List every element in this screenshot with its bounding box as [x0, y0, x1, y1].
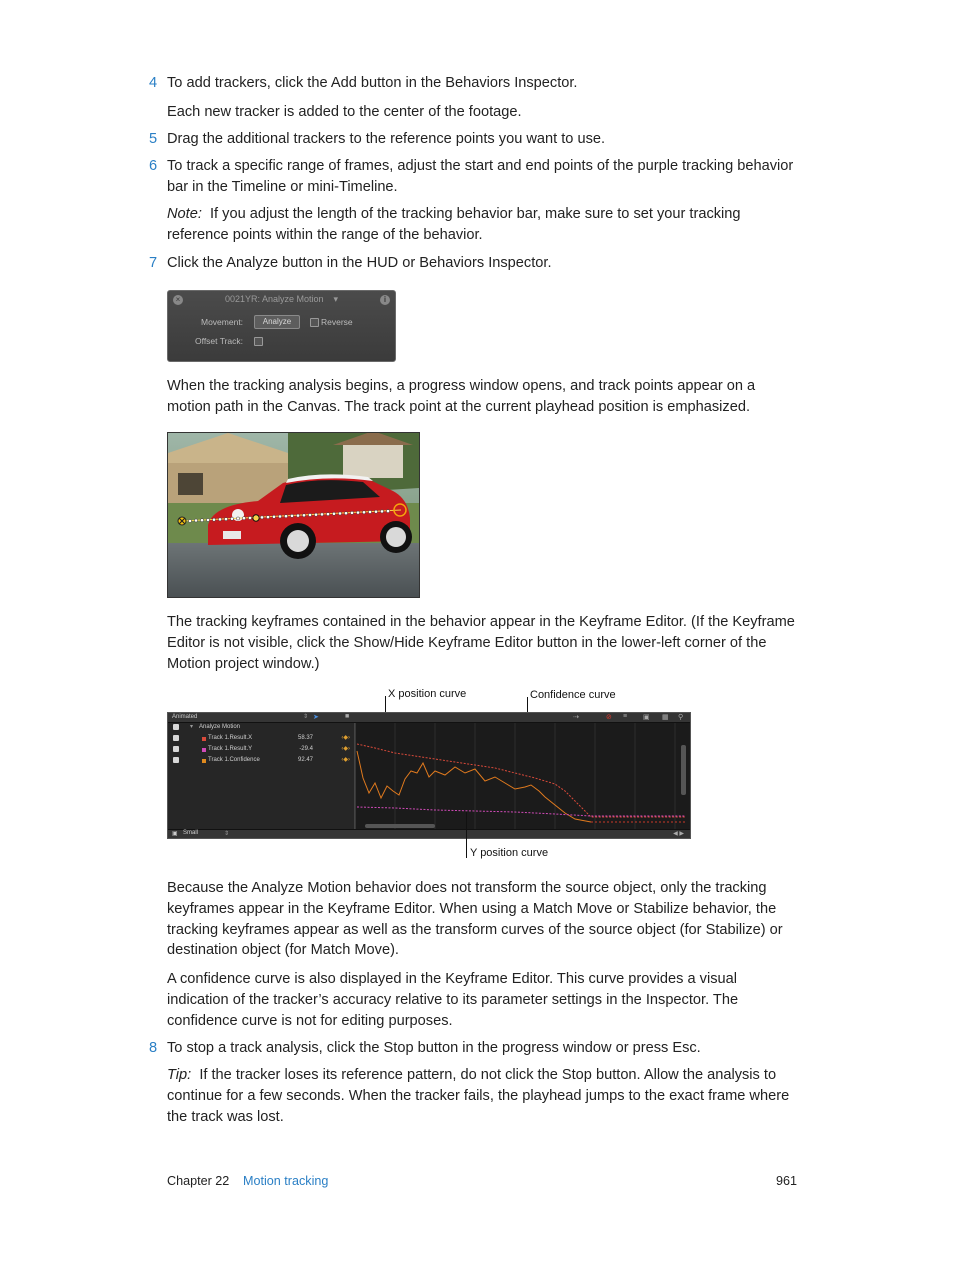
step-text: Drag the additional trackers to the reference points you want to use. [167, 131, 606, 147]
color-swatch [202, 737, 206, 741]
reverse-label: Reverse [321, 317, 353, 327]
parameter-name: Track 1.Result.X [208, 735, 253, 741]
footer-chapter: Chapter 22 [167, 1174, 230, 1188]
note [167, 204, 799, 246]
x-curve-callout: X position curve [388, 688, 467, 700]
hud-title [168, 294, 395, 305]
editor-toggle-icon[interactable]: ▣ [172, 831, 178, 837]
step-subtext: Each new tracker is added to the center of the footage. [167, 104, 522, 120]
chevron-down-icon[interactable]: ⇕ [303, 714, 309, 720]
parameter-name: Track 1.Result.Y [208, 746, 253, 752]
stop-icon[interactable]: ⊘ [606, 714, 612, 721]
tip [167, 1065, 799, 1127]
offset-track-checkbox[interactable] [254, 337, 263, 346]
keyframe-icon[interactable]: ≡ [623, 713, 628, 720]
step-number: 8 [149, 1040, 158, 1056]
step-text: Click the Analyze button in the HUD or Behaviors Inspector. [167, 255, 552, 271]
keyframe-editor-toolbar [168, 713, 690, 723]
fit-icon[interactable]: ▦ [662, 714, 669, 721]
callout-line [466, 812, 467, 858]
enable-checkbox[interactable] [173, 735, 179, 741]
reverse-checkbox[interactable] [310, 318, 319, 327]
step-number: 7 [149, 255, 158, 271]
chevron-down-icon[interactable]: ⇕ [224, 831, 230, 837]
step-number: 4 [149, 75, 158, 91]
paragraph: The tracking keyframes contained in the behavior appear in the Keyframe Editor. (If the Keyframe Editor is not visible, click the Show/Hide Keyframe Editor button in the lower-left corner of the Motion project window.) [167, 614, 795, 672]
footer-chapter-link[interactable]: Motion tracking [243, 1174, 329, 1188]
chevron-down-icon[interactable]: ▾ [333, 294, 339, 304]
keyframe-nav-icon[interactable]: ‹◆› [341, 757, 350, 763]
list-item[interactable] [168, 756, 354, 766]
hud-title-text: 0021YR: Analyze Motion [224, 294, 324, 304]
close-icon[interactable]: × [173, 295, 183, 305]
keyframe-editor-footer [168, 829, 690, 838]
car-photo [168, 433, 419, 597]
arrow-tool-icon[interactable]: ➤ [313, 714, 319, 721]
enable-checkbox[interactable] [173, 746, 179, 752]
paragraph: A confidence curve is also displayed in the Keyframe Editor. This curve provides a visual indication of the tracker’s accuracy relative to its parameter settings in the Inspector. The confidence curve is not for editing purposes. [167, 971, 739, 1029]
step-text: To stop a track analysis, click the Stop button in the progress window or press Esc. [167, 1040, 701, 1056]
scroll-arrows-icon[interactable]: ◀ ▶ [673, 831, 684, 837]
keyframe-editor [167, 712, 691, 839]
canvas-tracking-image [167, 432, 420, 598]
disclosure-triangle-icon[interactable]: ▾ [190, 724, 194, 730]
list-item[interactable] [168, 723, 354, 733]
color-swatch [202, 748, 206, 752]
step-number: 6 [149, 158, 158, 174]
camera-icon[interactable]: ▣ [643, 714, 650, 721]
parameter-value[interactable]: -29.4 [299, 746, 313, 752]
parameter-list [168, 723, 355, 830]
page-number: 961 [775, 1174, 797, 1188]
enable-checkbox[interactable] [173, 724, 179, 730]
group-label: Analyze Motion [199, 724, 241, 730]
paragraph: Because the Analyze Motion behavior does not transform the source object, only the tracking keyframes appear in the Keyframe Editor. When using a Match Move or Stabilize behavior, the tracking keyframes appear as well as the transform curves of the source object (for Stabilize) or destination object (for Match Move). [167, 880, 783, 959]
step-text: To track a specific range of frames, adjust the start and end points of the purple tracking behavior bar in the Timeline or mini-Timeline. [167, 158, 794, 195]
confidence-curve-callout: Confidence curve [530, 689, 616, 701]
parameter-name: Track 1.Confidence [208, 757, 260, 763]
analyze-button[interactable]: Analyze [254, 315, 300, 329]
parameter-value[interactable]: 58.37 [297, 735, 313, 741]
curve-tool-icon[interactable]: ⇢ [573, 714, 579, 721]
step-number: 5 [149, 131, 158, 147]
size-menu[interactable]: Small [183, 830, 199, 836]
tip-label: Tip: [167, 1067, 192, 1083]
y-curve-callout: Y position curve [470, 847, 549, 859]
note-label: Note: [167, 206, 202, 222]
list-item[interactable] [168, 745, 354, 755]
analyze-motion-hud [167, 290, 396, 362]
note-text: If you adjust the length of the tracking behavior bar, make sure to set your tracking reference points within the range of the behavior. [167, 206, 741, 243]
keyframe-nav-icon[interactable]: ‹◆› [341, 735, 350, 741]
tip-text: If the tracker loses its reference pattern, do not click the Stop button. Allow the analysis to continue for a few seconds. When the tracker fails, the playhead jumps to the exact frame where the track was lost. [167, 1067, 790, 1125]
zoom-icon[interactable]: ⚲ [678, 714, 684, 721]
curve-graph[interactable] [355, 723, 690, 830]
step-text: To add trackers, click the Add button in the Behaviors Inspector. [167, 75, 578, 91]
snapshot-icon[interactable]: ■ [345, 713, 350, 720]
parameter-value[interactable]: 92.47 [297, 757, 313, 763]
movement-label: Movement: [201, 317, 244, 327]
offset-track-label: Offset Track: [195, 336, 244, 346]
info-icon[interactable]: i [380, 295, 390, 305]
paragraph: When the tracking analysis begins, a progress window opens, and track points appear on a motion path in the Canvas. The track point at the current playhead position is emphasized. [167, 378, 756, 415]
list-item[interactable] [168, 734, 354, 744]
color-swatch [202, 759, 206, 763]
keyframe-nav-icon[interactable]: ‹◆› [341, 746, 350, 752]
show-menu[interactable]: Animated [172, 714, 198, 720]
enable-checkbox[interactable] [173, 757, 179, 763]
